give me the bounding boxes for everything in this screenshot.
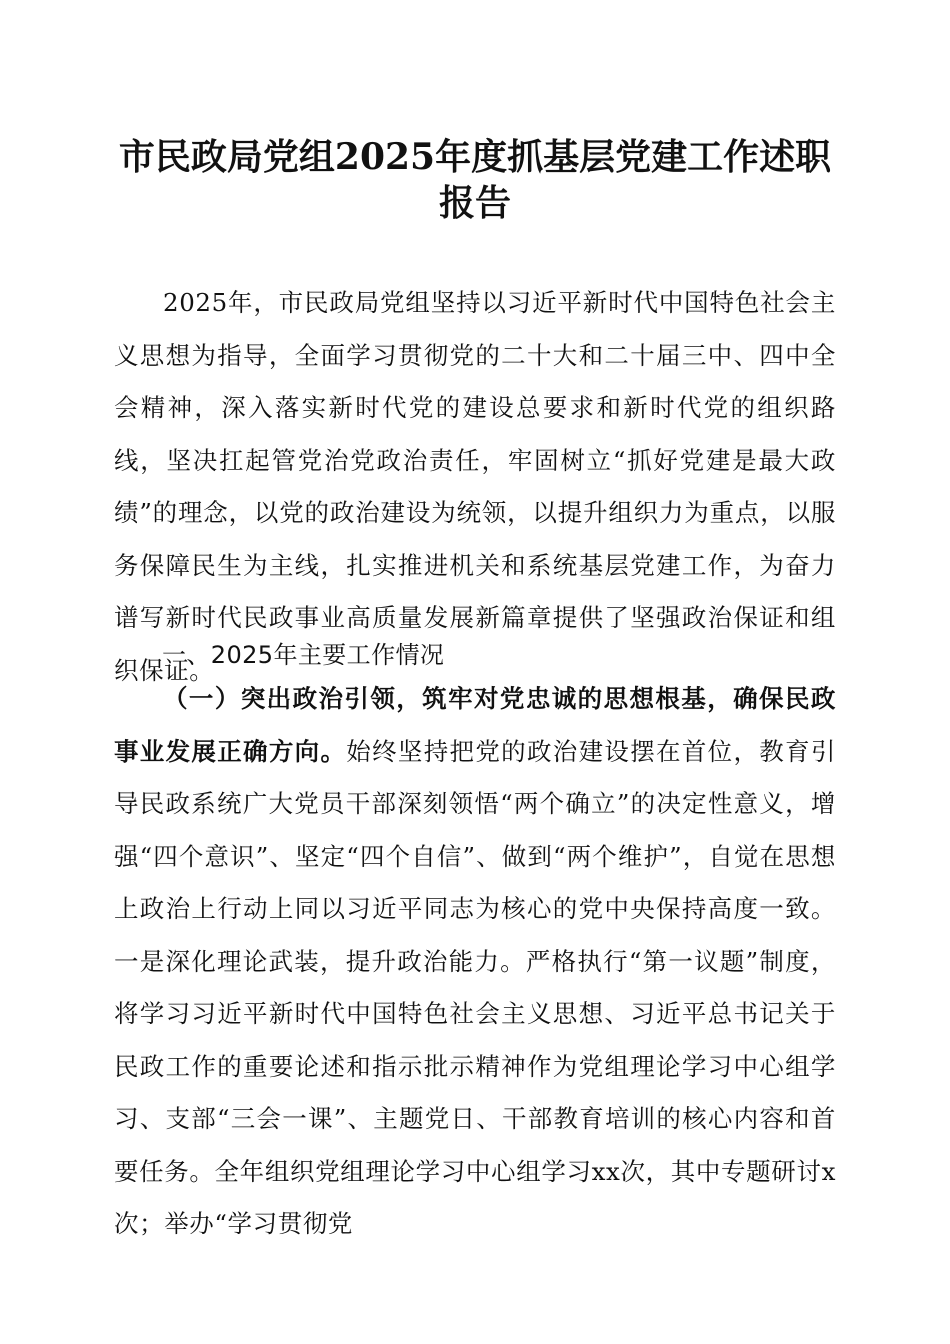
section-body-text: 始终坚持把党的政治建设摆在首位，教育引导民政系统广大党员干部深刻领悟“两个确立”的决定性意义，增强“四个意识”、坚定“四个自信”、做到“两个维护”，自觉在思想上政治上行动上同以习近平同志为核心的党中央保持高度一致。一是深化理论武装，提升政治能力。严格执行“第一议题”制度，将学习习近平新时代中国特色社会主义思想、习近平总书记关于民政工作的重要论述和指示批示精神作为党组理论学习中心组学习、支部“三会一课”、主题党日、干部教育培训的核心内容和首要任务。全年组织党组理论学习中心组学习xx次，其中专题研讨x次；举办“学习贯彻党 [114,736,836,1238]
title-line-1: 市民政局党组2025年度抓基层党建工作述职 [118,136,832,178]
document-title [100,134,850,226]
title-line-2: 报告 [438,182,511,224]
section-heading: 一、2025年主要工作情况 [162,641,445,669]
section-paragraph [114,673,836,1251]
subsection-heading: （一）突出政治引领，筑牢对党忠诚的思想根基，确保民政事业发展正确方向。 [114,684,836,766]
intro-paragraph: 2025年，市民政局党组坚持以习近平新时代中国特色社会主义思想为指导，全面学习贯彻党的二十大和二十届三中、四中全会精神，深入落实新时代党的建设总要求和新时代党的组织路线，坚决扛起管党治党政治责任，牢固树立“抓好党建是最大政绩”的理念，以党的政治建设为统领，以提升组织力为重点，以服务保障民生为主线，扎实推进机关和系统基层党建工作，为奋力谱写新时代民政事业高质量发展新篇章提供了坚强政治保证和组织保证。 [114,288,836,685]
